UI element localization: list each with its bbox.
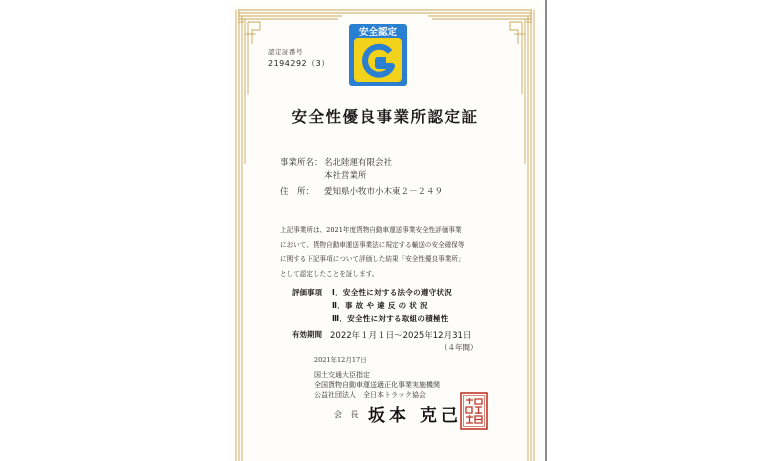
- office-branch-row: [280, 169, 367, 181]
- body-line: に関する下記事項について評価した結果「安全性優良事業所」: [280, 255, 465, 263]
- issuer-line: 国土交通大臣指定: [314, 371, 370, 379]
- official-seal-stamp: [460, 392, 488, 430]
- office-name-row: [280, 156, 392, 168]
- validity-label: 有効期間: [292, 330, 322, 339]
- registration-number: 2194292（3）: [268, 59, 330, 68]
- evaluation-label: 評価事項: [292, 288, 322, 297]
- certificate-title: 安全性優良事業所認定証: [291, 108, 479, 126]
- page-edge-line: [545, 0, 547, 461]
- office-label: 事業所名：: [280, 158, 323, 168]
- office-branch: 本社営業所: [324, 171, 367, 181]
- validity-years: （４年間）: [440, 343, 478, 352]
- signer-title: 会 長: [334, 410, 362, 419]
- evaluation-item: Ⅱ．事 故 や 違 反 の 状 況: [332, 301, 428, 310]
- body-line: において、貨物自動車運送事業法に規定する輸送の安全確保等: [280, 240, 465, 249]
- address-row: [280, 185, 443, 197]
- safety-certification-logo: [349, 24, 407, 86]
- validity-period: 2022年１月１日～2025年12月31日: [330, 331, 472, 341]
- issuer-line: 全国貨物自動車運送適正化事業実施機関: [314, 381, 440, 389]
- certificate-document: [230, 4, 540, 461]
- address-label: 住 所：: [280, 187, 315, 197]
- registration-number-label: 認定証番号: [268, 48, 303, 56]
- evaluation-item: Ⅲ．安全性に対する取組の積極性: [332, 314, 449, 323]
- office-name: 名北陸運有限会社: [324, 158, 393, 168]
- issue-date: 2021年12月17日: [314, 356, 367, 364]
- body-line: として認定したことを証します。: [280, 269, 379, 278]
- body-line: 上記事業所は、2021年度貨物自動車運送事業安全性評価事業: [280, 226, 462, 234]
- evaluation-item: Ⅰ．安全性に対する法令の遵守状況: [332, 288, 453, 297]
- signer-name: 坂本 克己: [368, 406, 462, 426]
- address-value: 愛知県小牧市小木東２－２４９: [324, 187, 444, 197]
- certificate-body: [280, 223, 498, 281]
- issuer-line: 公益社団法人 全日本トラック協会: [314, 391, 426, 399]
- logo-text: 安全認定: [358, 27, 398, 38]
